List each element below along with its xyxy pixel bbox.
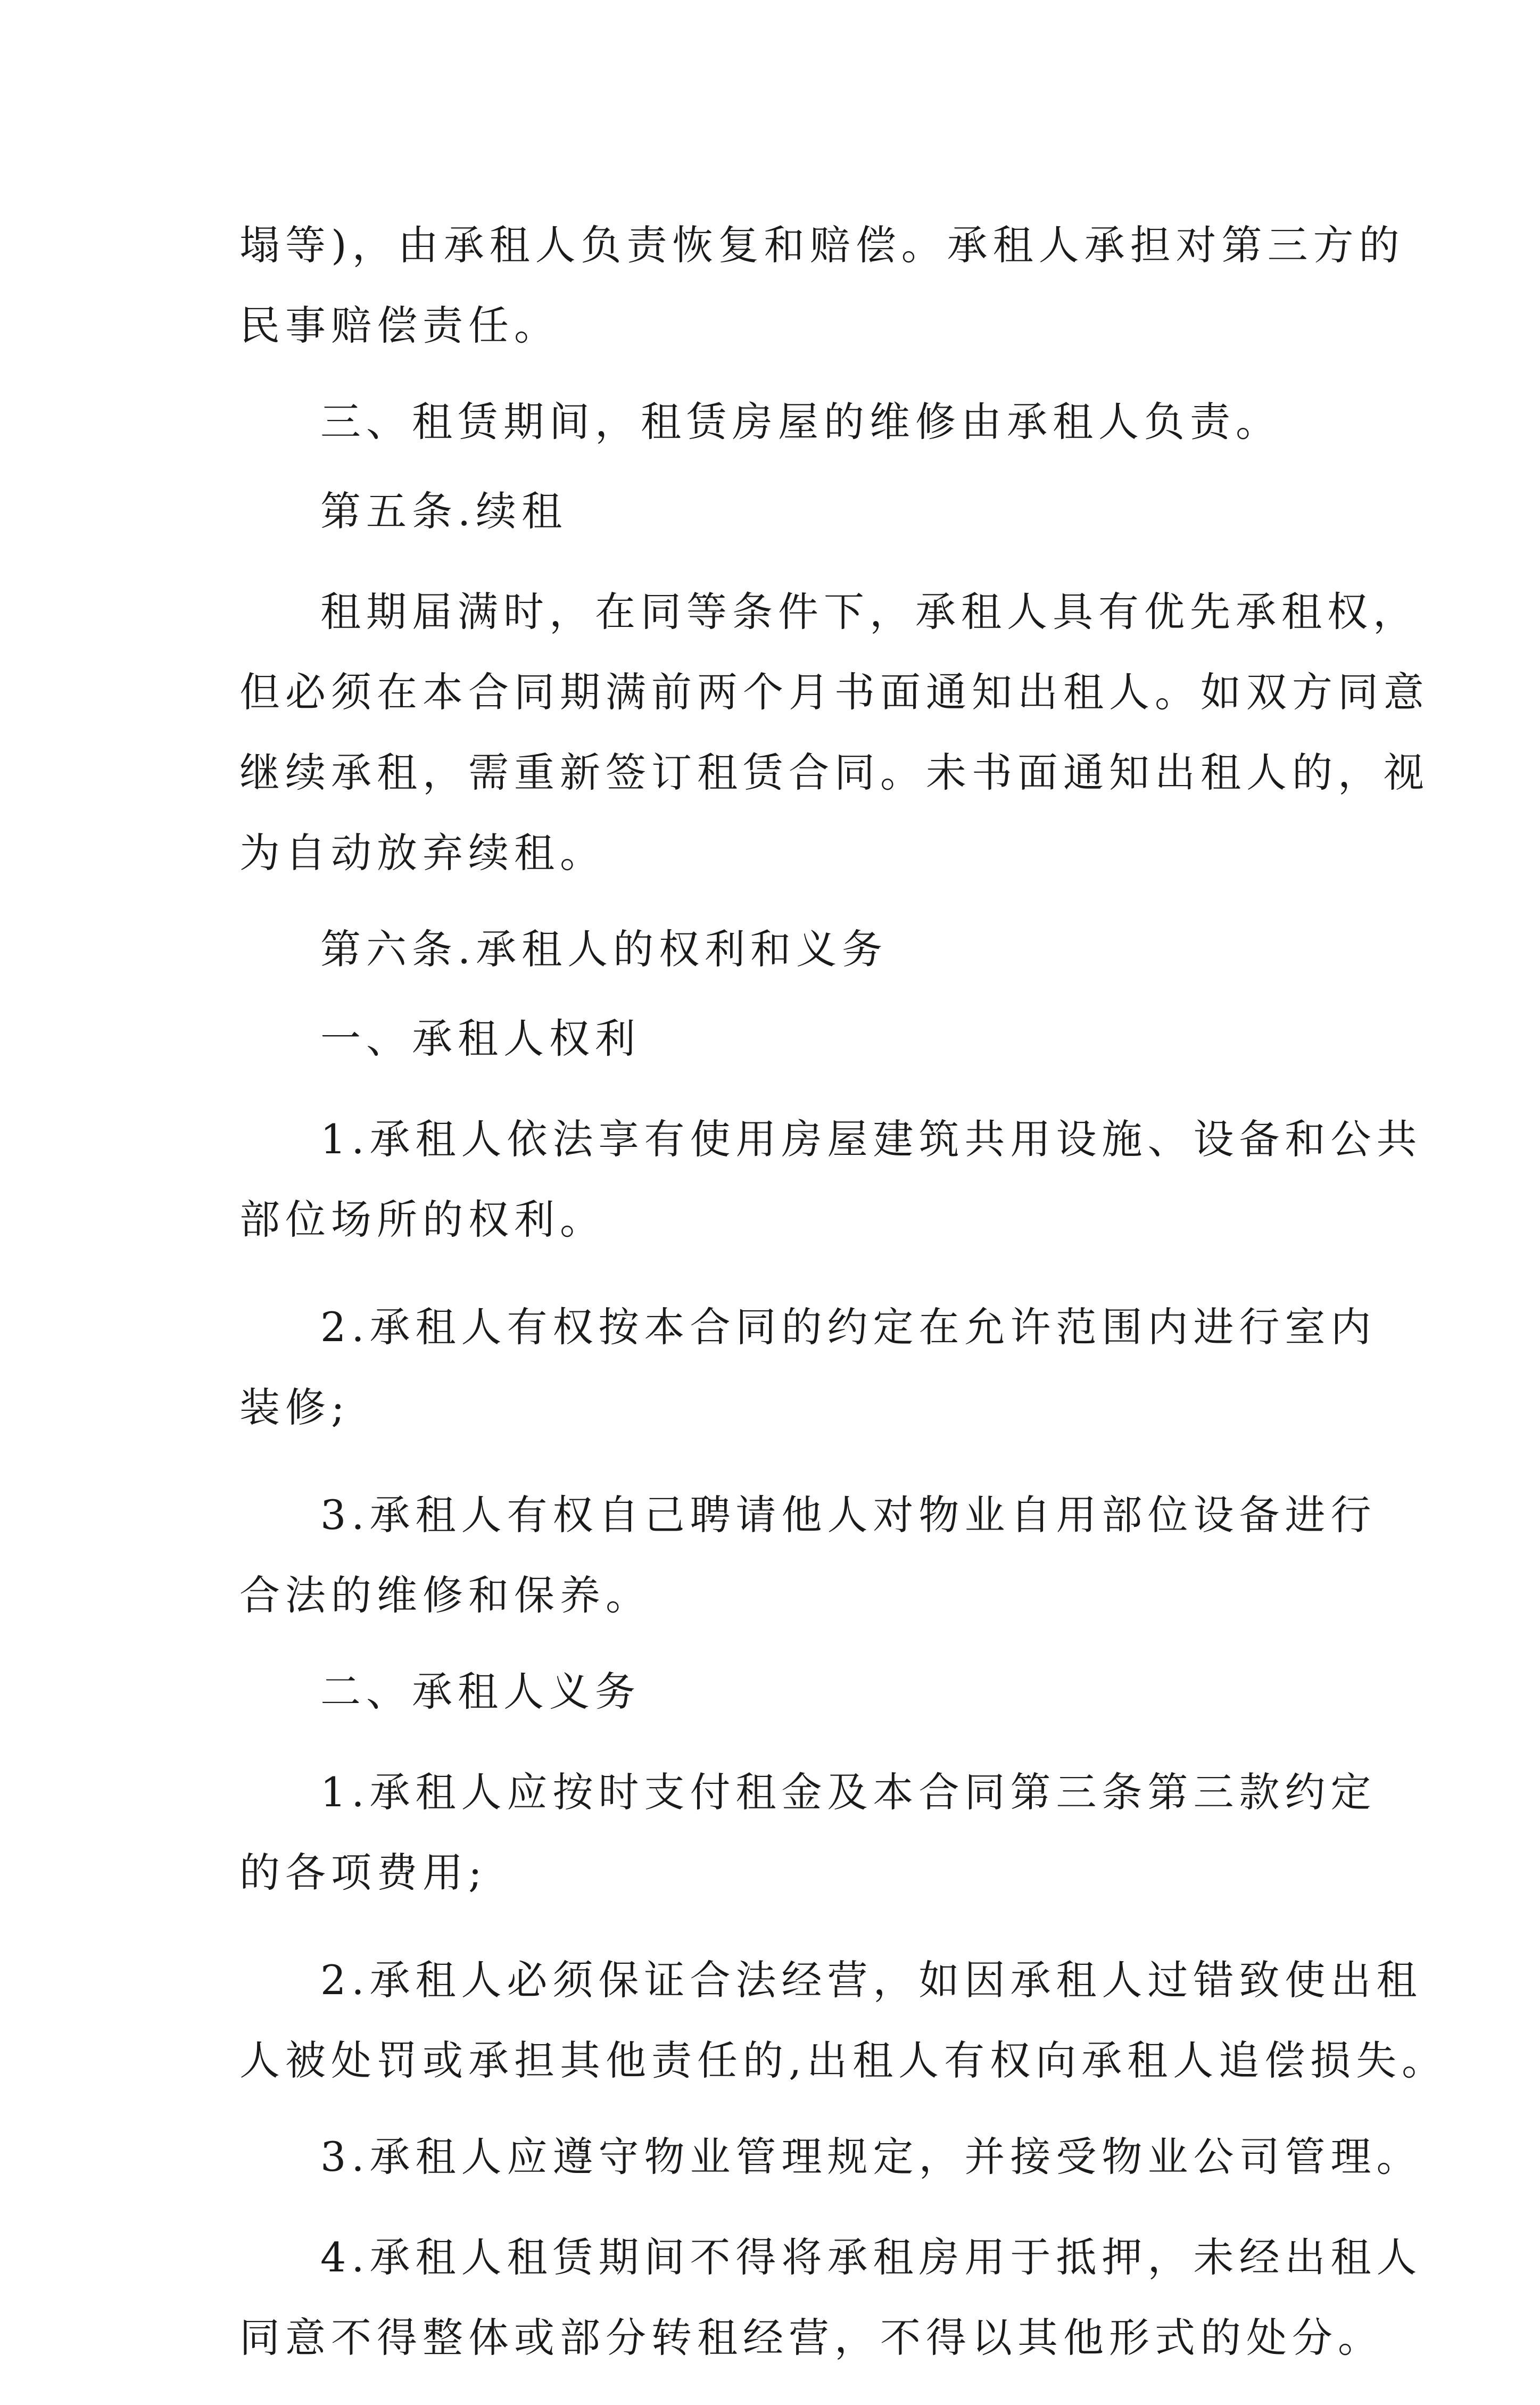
section-heading-tenant-rights-duties	[239, 920, 1309, 979]
text-line: 部位场所的权利。	[239, 1196, 606, 1243]
document-body	[239, 205, 1448, 2405]
text-line: 人被处罚或承担其他责任的,出租人有权向承租人追偿损失。	[239, 2037, 1448, 2084]
paragraph-duty-4	[239, 2217, 1422, 2378]
text-line: 第六条.承租人的权利和义务	[320, 925, 888, 973]
text-line: 为自动放弃续租。	[239, 829, 606, 877]
text-line: 3.承租人应遵守物业管理规定，并接受物业公司管理。	[320, 2133, 1422, 2180]
paragraph-right-1	[239, 1099, 1422, 1260]
paragraph-maintenance	[239, 393, 1309, 451]
text-line: 一、承租人权利	[320, 1015, 641, 1062]
subheading-tenant-duties	[239, 1663, 1309, 1721]
text-line: 的各项费用;	[239, 1849, 487, 1896]
text-line: 租期届满时，在同等条件下，承租人具有优先承租权，	[320, 588, 1419, 635]
paragraph-right-2	[239, 1287, 1377, 1448]
text-line: 4.承租人租赁期间不得将承租房用于抵押，未经出租人	[320, 2234, 1422, 2281]
text-line: 合法的维修和保养。	[239, 1572, 651, 1619]
text-line: 1.承租人依法享有使用房屋建筑共用设施、设备和公共	[320, 1115, 1422, 1163]
text-line: 塌等)，由承租人负责恢复和赔偿。承租人承担对第三方的	[239, 221, 1405, 269]
text-line: 装修;	[239, 1384, 350, 1431]
text-line: 但必须在本合同期满前两个月书面通知出租人。如双方同意	[239, 668, 1429, 716]
text-line: 民事赔偿责任。	[239, 302, 560, 349]
text-line: 同意不得整体或部分转租经营，不得以其他形式的处分。	[239, 2314, 1384, 2361]
text-line: 2.承租人有权按本合同的约定在允许范围内进行室内	[320, 1303, 1377, 1351]
text-line: 1.承租人应按时支付租金及本合同第三条第三款约定	[320, 1768, 1377, 1816]
paragraph-duty-1	[239, 1752, 1377, 1913]
subheading-tenant-rights	[239, 1010, 1309, 1068]
paragraph-renewal	[239, 572, 1429, 893]
paragraph-duty-3	[239, 2128, 1422, 2186]
section-heading-renewal	[239, 482, 1309, 541]
text-line: 2.承租人必须保证合法经营，如因承租人过错致使出租	[320, 1956, 1422, 2004]
text-line: 继续承租，需重新签订租赁合同。未书面通知出租人的，视	[239, 749, 1429, 796]
text-line: 三、租赁期间，租赁房屋的维修由承租人负责。	[320, 398, 1281, 445]
text-line: 第五条.续租	[320, 487, 568, 535]
paragraph-liability	[239, 205, 1405, 366]
text-line: 二、承租人义务	[320, 1668, 641, 1715]
text-line: 3.承租人有权自己聘请他人对物业自用部位设备进行	[320, 1491, 1377, 1539]
paragraph-duty-2	[239, 1940, 1448, 2101]
paragraph-right-3	[239, 1475, 1377, 1635]
